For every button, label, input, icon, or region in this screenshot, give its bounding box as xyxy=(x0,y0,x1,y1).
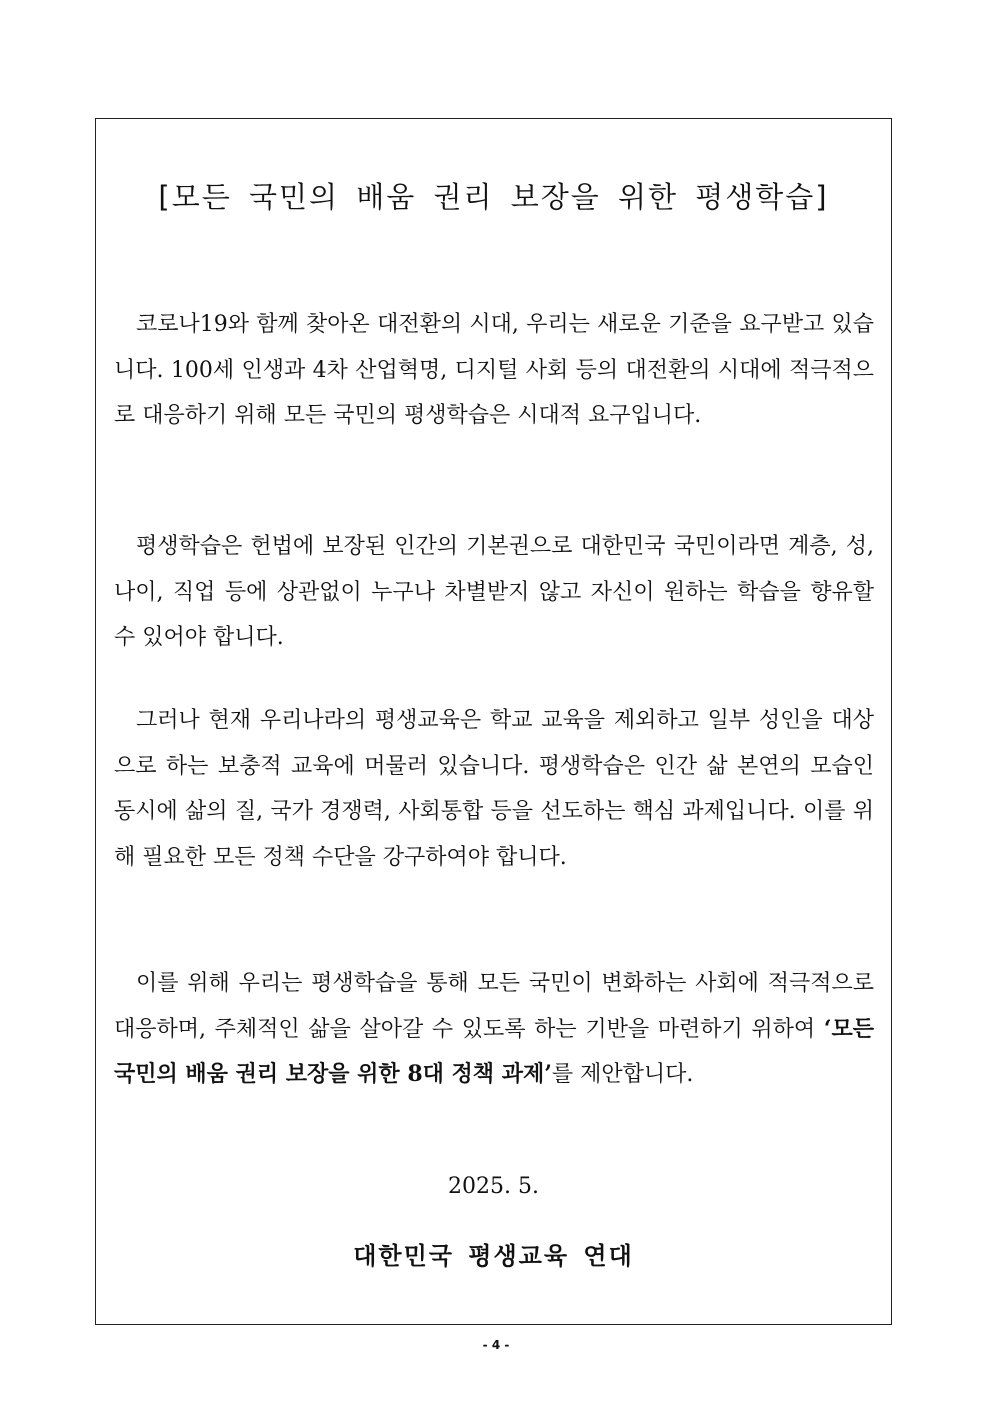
closing-text-after: 를 제안합니다. xyxy=(551,1062,694,1087)
document-frame xyxy=(95,118,892,1325)
closing-text-before: 이를 위해 우리는 평생학습을 통해 모든 국민이 변화하는 사회에 적극적으로 대응하며, 주체적인 삶을 살아갈 수 있도록 하는 기반을 마련하기 위하여 xyxy=(114,971,874,1042)
document-title: [모든 국민의 배움 권리 보장을 위한 평생학습] xyxy=(158,180,829,214)
paragraph-2: 평생학습은 헌법에 보장된 인간의 기본권으로 대한민국 국민이라면 계층, 성, 나이, 직업 등에 상관없이 누구나 차별받지 않고 자신이 원하는 학습을 향유할 수 있어야 합니다. xyxy=(114,534,874,650)
paragraph-1: 코로나19와 함께 찾아온 대전환의 시대, 우리는 새로운 기준을 요구받고 있습니다. 100세 인생과 4차 산업혁명, 디지털 사회 등의 대전환의 시대에 적극적으로 대응하기 위해 모든 국민의 평생학습은 시대적 요구입니다. xyxy=(114,312,874,428)
closing-paragraph xyxy=(114,961,874,1098)
page-number: - 4 - xyxy=(482,1338,510,1352)
document-date: 2025. 5. xyxy=(448,1174,539,1199)
organization-name: 대한민국 평생교육 연대 xyxy=(353,1242,634,1270)
policy-emphasis: ‘모든 국민의 배움 권리 보장을 위한 8대 정책 과제’ xyxy=(114,1015,874,1087)
paragraph-3: 그러나 현재 우리나라의 평생교육은 학교 교육을 제외하고 일부 성인을 대상으로 하는 보충적 교육에 머물러 있습니다. 평생학습은 인간 삶 본연의 모습인 동시에 삶의 질, 국가 경쟁력, 사회통합 등을 선도하는 핵심 과제입니다. 이를 위해 필요한 모든 정책 수단을 강구하여야 합니다. xyxy=(114,708,874,870)
